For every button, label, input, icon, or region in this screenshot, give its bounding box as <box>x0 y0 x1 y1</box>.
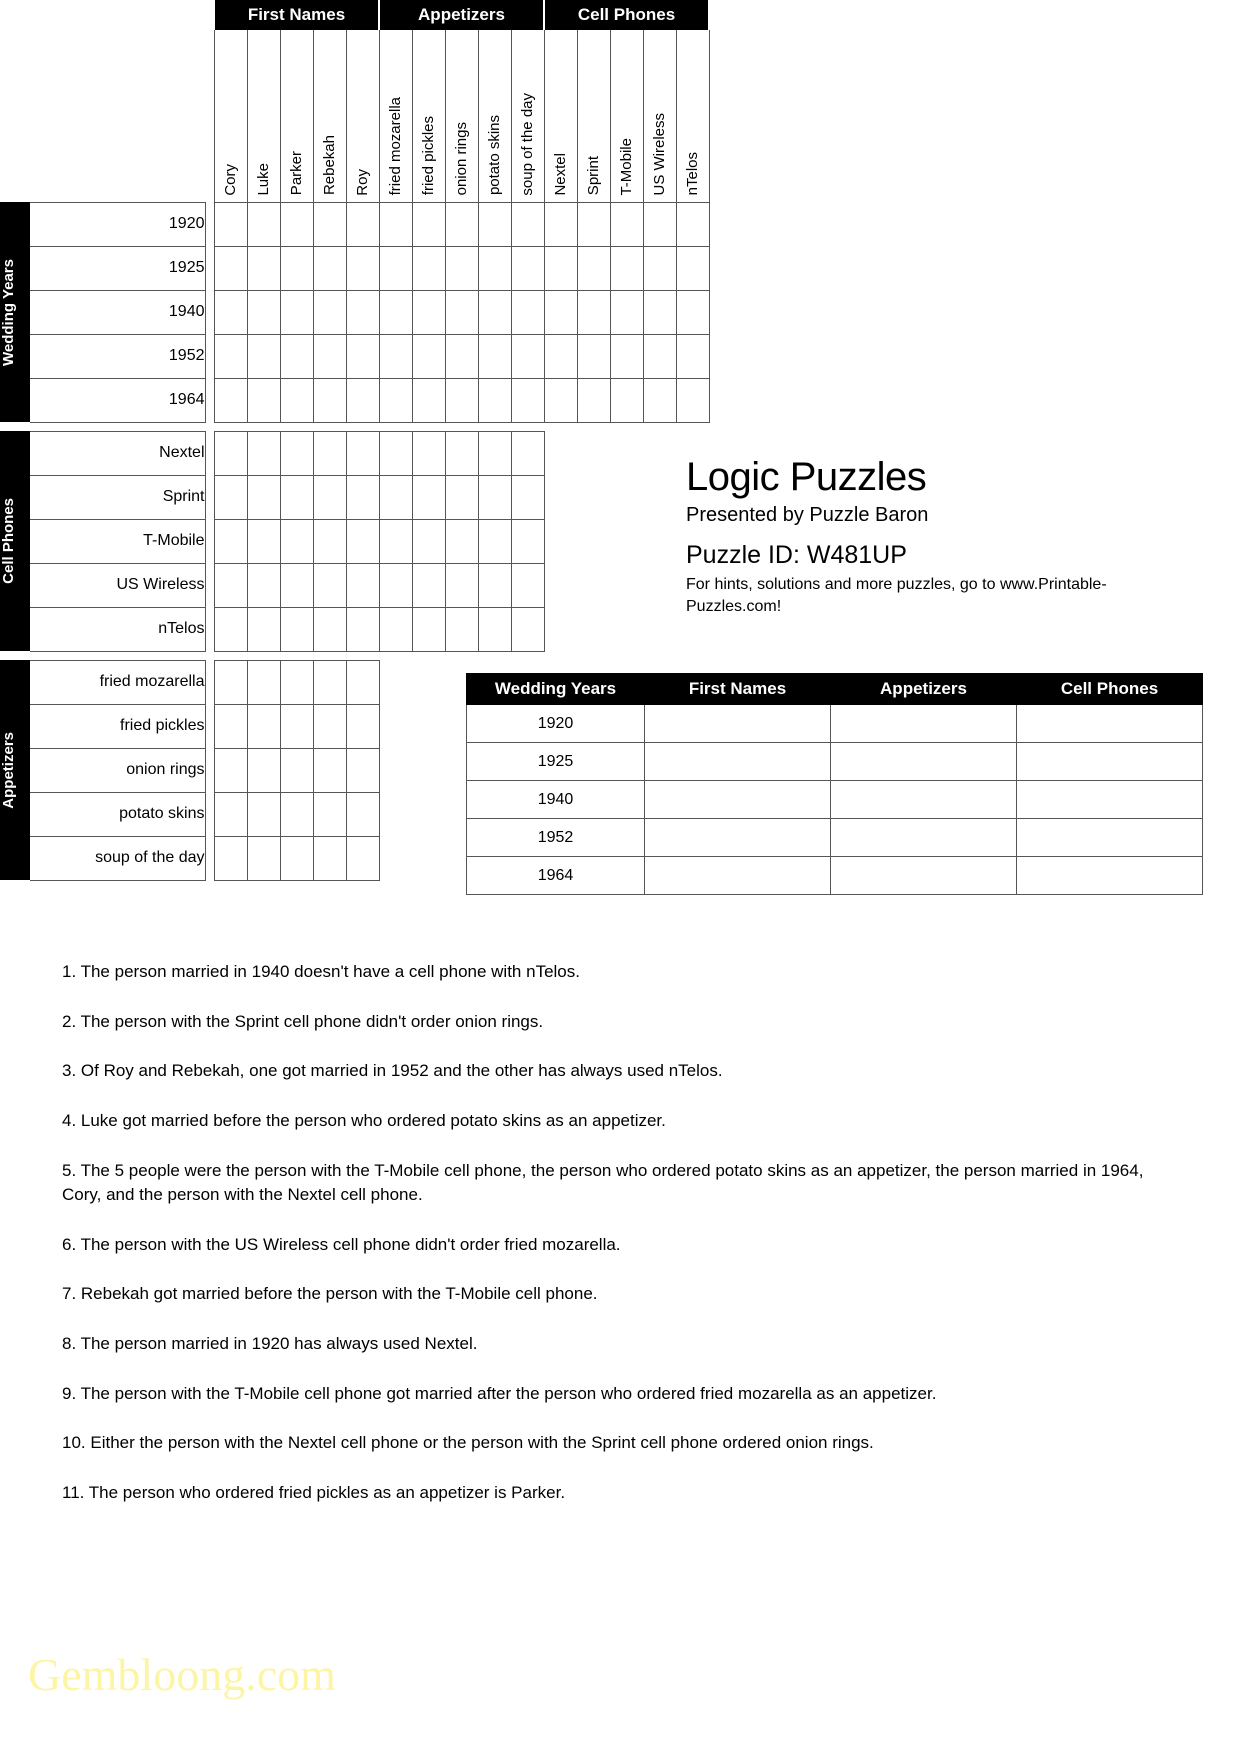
corner-blank <box>0 0 30 30</box>
grid-cell[interactable] <box>445 334 478 378</box>
puzzle-id: Puzzle ID: W481UP <box>686 541 907 569</box>
clue-item: 4. Luke got married before the person who ordered potato skins as an appetizer. <box>62 1110 666 1130</box>
grid-cell[interactable] <box>214 836 247 880</box>
grid-cell[interactable] <box>544 290 577 334</box>
answer-appetizer-field[interactable] <box>831 857 1017 895</box>
grid-cell[interactable] <box>478 607 511 651</box>
grid-cell[interactable] <box>478 378 511 422</box>
grid-cell[interactable] <box>247 792 280 836</box>
answer-phone-field[interactable] <box>1017 857 1203 895</box>
grid-row-1925 <box>0 246 709 290</box>
grid-cell[interactable] <box>511 519 544 563</box>
clue-item: 7. Rebekah got married before the person with the T-Mobile cell phone. <box>62 1284 598 1304</box>
hints-text: For hints, solutions and more puzzles, go to www.Printable-Puzzles.com! <box>686 576 1107 615</box>
grid-cell[interactable] <box>214 290 247 334</box>
grid-cell[interactable] <box>511 202 544 246</box>
answer-name-field[interactable] <box>645 743 831 781</box>
grid-cell[interactable] <box>445 378 478 422</box>
col-label-text: Roy <box>354 168 371 196</box>
col-label-text: nTelos <box>684 152 701 196</box>
grid-cell[interactable] <box>313 607 346 651</box>
grid-cell[interactable] <box>280 792 313 836</box>
grid-cell[interactable] <box>478 290 511 334</box>
side-category-text: Cell Phones <box>0 498 17 584</box>
spacer <box>205 431 214 651</box>
grid-cell[interactable] <box>346 519 379 563</box>
grid-category-header-row <box>0 0 709 30</box>
grid-cell[interactable] <box>313 519 346 563</box>
answer-year: 1964 <box>467 857 645 895</box>
grid-cell[interactable] <box>313 378 346 422</box>
grid-cell[interactable] <box>280 334 313 378</box>
grid-cell[interactable] <box>280 290 313 334</box>
answer-name-field[interactable] <box>645 819 831 857</box>
grid-cell[interactable] <box>379 334 412 378</box>
grid-cell[interactable] <box>412 246 445 290</box>
col-label-sprint <box>577 30 610 202</box>
grid-cell[interactable] <box>412 607 445 651</box>
grid-cell[interactable] <box>676 246 709 290</box>
grid-cell[interactable] <box>412 290 445 334</box>
grid-cell[interactable] <box>379 475 412 519</box>
clue-item: 6. The person with the US Wireless cell phone didn't order fried mozarella. <box>62 1234 621 1254</box>
col-label-soup-of-the-day <box>511 30 544 202</box>
grid-cell[interactable] <box>478 246 511 290</box>
grid-cell[interactable] <box>346 290 379 334</box>
grid-cell[interactable] <box>346 563 379 607</box>
col-label-rebekah <box>313 30 346 202</box>
grid-cell[interactable] <box>511 246 544 290</box>
grid-cell[interactable] <box>313 836 346 880</box>
grid-cell[interactable] <box>445 607 478 651</box>
grid-row-1964 <box>0 378 709 422</box>
grid-cell[interactable] <box>214 748 247 792</box>
title-block <box>686 455 1166 617</box>
presented-by: Presented by Puzzle Baron <box>686 504 929 526</box>
spacer <box>205 660 214 880</box>
grid-cell[interactable] <box>313 792 346 836</box>
grid-cell[interactable] <box>214 202 247 246</box>
grid-cell[interactable] <box>379 563 412 607</box>
grid-column-label-row <box>0 30 709 202</box>
col-label-text: Sprint <box>585 156 602 196</box>
grid-cell[interactable] <box>379 431 412 475</box>
answer-appetizer-field[interactable] <box>831 705 1017 743</box>
answer-appetizer-field[interactable] <box>831 743 1017 781</box>
grid-cell[interactable] <box>280 246 313 290</box>
grid-cell[interactable] <box>544 378 577 422</box>
grid-row-nextel <box>0 431 709 475</box>
grid-cell[interactable] <box>445 290 478 334</box>
col-label-text: Rebekah <box>321 135 338 196</box>
row-label-1920: 1920 <box>30 202 205 246</box>
grid-cell[interactable] <box>214 660 247 704</box>
corner-blank-2 <box>30 0 205 30</box>
grid-cell[interactable] <box>643 290 676 334</box>
grid-cell[interactable] <box>247 748 280 792</box>
grid-cell[interactable] <box>247 660 280 704</box>
grid-cell[interactable] <box>280 431 313 475</box>
grid-cell[interactable] <box>379 519 412 563</box>
answer-phone-field[interactable] <box>1017 743 1203 781</box>
grid-cell[interactable] <box>280 607 313 651</box>
col-label-potato-skins <box>478 30 511 202</box>
grid-cell[interactable] <box>313 704 346 748</box>
page-title: Logic Puzzles <box>686 455 927 499</box>
grid-cell[interactable] <box>412 431 445 475</box>
row-label-fried-pickles: fried pickles <box>30 704 205 748</box>
grid-cell[interactable] <box>577 290 610 334</box>
grid-cell[interactable] <box>544 334 577 378</box>
grid-cell[interactable] <box>577 334 610 378</box>
spacer <box>205 30 214 202</box>
col-label-text: fried pickles <box>420 116 437 196</box>
grid-cell[interactable] <box>247 334 280 378</box>
grid-cell[interactable] <box>478 202 511 246</box>
category-first-names: First Names <box>214 0 379 30</box>
answer-row <box>467 781 1203 819</box>
grid-cell[interactable] <box>379 378 412 422</box>
grid-cell[interactable] <box>280 563 313 607</box>
grid-cell[interactable] <box>379 607 412 651</box>
grid-block-spacer <box>0 422 709 431</box>
answer-header-wedding-years: Wedding Years <box>467 674 645 705</box>
row-label-sprint: Sprint <box>30 475 205 519</box>
clue-item: 8. The person married in 1920 has always used Nextel. <box>62 1334 478 1354</box>
col-label-t-mobile <box>610 30 643 202</box>
grid-cell[interactable] <box>676 202 709 246</box>
col-label-text: Nextel <box>552 152 569 196</box>
grid-row-1952 <box>0 334 709 378</box>
side-category-text: Appetizers <box>0 731 17 809</box>
grid-cell[interactable] <box>313 660 346 704</box>
answer-header-first-names: First Names <box>645 674 831 705</box>
grid-cell[interactable] <box>379 246 412 290</box>
col-label-text: potato skins <box>486 115 503 196</box>
grid-cell[interactable] <box>346 334 379 378</box>
grid-cell[interactable] <box>511 378 544 422</box>
grid-cell[interactable] <box>544 202 577 246</box>
side-category-cell-phones <box>0 431 30 651</box>
grid-cell[interactable] <box>511 431 544 475</box>
grid-cell[interactable] <box>577 378 610 422</box>
grid-cell[interactable] <box>412 378 445 422</box>
grid-block-spacer <box>0 651 709 660</box>
answer-appetizer-field[interactable] <box>831 819 1017 857</box>
answer-row <box>467 705 1203 743</box>
grid-cell[interactable] <box>478 431 511 475</box>
grid-cell[interactable] <box>610 202 643 246</box>
col-label-ntelos <box>676 30 709 202</box>
grid-cell[interactable] <box>313 334 346 378</box>
answer-phone-field[interactable] <box>1017 705 1203 743</box>
grid-cell[interactable] <box>313 246 346 290</box>
grid-cell[interactable] <box>214 792 247 836</box>
grid-cell[interactable] <box>280 519 313 563</box>
category-appetizers: Appetizers <box>379 0 544 30</box>
row-label-soup-of-the-day: soup of the day <box>30 836 205 880</box>
grid-cell[interactable] <box>214 475 247 519</box>
clue-list <box>62 960 1172 1531</box>
grid-cell[interactable] <box>346 660 379 704</box>
grid-cell[interactable] <box>379 202 412 246</box>
clue-item: 11. The person who ordered fried pickles as an appetizer is Parker. <box>62 1483 566 1503</box>
grid-cell[interactable] <box>247 290 280 334</box>
col-label-nextel <box>544 30 577 202</box>
grid-cell[interactable] <box>610 378 643 422</box>
grid-cell[interactable] <box>478 475 511 519</box>
row-label-ntelos: nTelos <box>30 607 205 651</box>
grid-cell[interactable] <box>346 431 379 475</box>
col-label-roy <box>346 30 379 202</box>
grid-cell[interactable] <box>280 836 313 880</box>
answer-year: 1952 <box>467 819 645 857</box>
col-label-text: T-Mobile <box>618 137 635 196</box>
grid-cell[interactable] <box>346 246 379 290</box>
grid-cell[interactable] <box>280 475 313 519</box>
grid-cell[interactable] <box>247 378 280 422</box>
grid-cell[interactable] <box>280 202 313 246</box>
answer-appetizer-field[interactable] <box>831 781 1017 819</box>
answer-header-cell-phones: Cell Phones <box>1017 674 1203 705</box>
answer-table <box>466 673 1203 895</box>
spacer <box>205 0 214 30</box>
grid-cell[interactable] <box>346 704 379 748</box>
grid-cell[interactable] <box>445 475 478 519</box>
grid-cell[interactable] <box>280 748 313 792</box>
col-label-parker <box>280 30 313 202</box>
row-label-potato-skins: potato skins <box>30 792 205 836</box>
grid-cell[interactable] <box>214 246 247 290</box>
grid-cell[interactable] <box>445 431 478 475</box>
clue-item: 3. Of Roy and Rebekah, one got married in 1952 and the other has always used nTelos. <box>62 1061 723 1081</box>
side-category-wedding-years <box>0 202 30 422</box>
clue-item: 2. The person with the Sprint cell phone didn't order onion rings. <box>62 1011 544 1031</box>
grid-cell[interactable] <box>445 246 478 290</box>
grid-cell[interactable] <box>445 563 478 607</box>
grid-cell[interactable] <box>346 202 379 246</box>
grid-cell[interactable] <box>412 202 445 246</box>
grid-row-1940 <box>0 290 709 334</box>
grid-cell[interactable] <box>247 202 280 246</box>
grid-cell[interactable] <box>346 836 379 880</box>
col-label-onion-rings <box>445 30 478 202</box>
grid-cell[interactable] <box>676 334 709 378</box>
grid-cell[interactable] <box>643 334 676 378</box>
grid-cell[interactable] <box>610 290 643 334</box>
grid-cell[interactable] <box>478 519 511 563</box>
grid-cell[interactable] <box>313 202 346 246</box>
col-label-text: Parker <box>288 151 305 196</box>
answer-row <box>467 857 1203 895</box>
row-label-nextel: Nextel <box>30 431 205 475</box>
grid-cell[interactable] <box>610 246 643 290</box>
grid-cell[interactable] <box>346 607 379 651</box>
row-label-1952: 1952 <box>30 334 205 378</box>
grid-cell[interactable] <box>511 607 544 651</box>
grid-cell[interactable] <box>643 378 676 422</box>
row-label-1940: 1940 <box>30 290 205 334</box>
grid-cell[interactable] <box>214 378 247 422</box>
grid-cell[interactable] <box>214 563 247 607</box>
col-label-text: soup of the day <box>519 92 536 196</box>
grid-cell[interactable] <box>247 704 280 748</box>
clue-item: 1. The person married in 1940 doesn't have a cell phone with nTelos. <box>62 962 580 981</box>
grid-cell[interactable] <box>445 519 478 563</box>
answer-name-field[interactable] <box>645 705 831 743</box>
col-label-fried-pickles <box>412 30 445 202</box>
grid-cell[interactable] <box>280 660 313 704</box>
answer-phone-field[interactable] <box>1017 819 1203 857</box>
answer-row <box>467 819 1203 857</box>
grid-cell[interactable] <box>610 334 643 378</box>
clue-item: 9. The person with the T-Mobile cell phone got married after the person who ordered fried mozarella as an appetizer. <box>62 1383 937 1403</box>
grid-row-1920 <box>0 202 709 246</box>
spacer <box>30 30 205 202</box>
grid-cell[interactable] <box>313 431 346 475</box>
answer-header-appetizers: Appetizers <box>831 674 1017 705</box>
answer-year: 1940 <box>467 781 645 819</box>
grid-cell[interactable] <box>577 202 610 246</box>
spacer <box>0 30 30 202</box>
row-label-1925: 1925 <box>30 246 205 290</box>
row-label-fried-mozarella: fried mozarella <box>30 660 205 704</box>
grid-cell[interactable] <box>511 334 544 378</box>
grid-cell[interactable] <box>247 246 280 290</box>
grid-cell[interactable] <box>247 563 280 607</box>
grid-cell[interactable] <box>544 246 577 290</box>
grid-cell[interactable] <box>313 475 346 519</box>
answer-header-row <box>467 674 1203 705</box>
grid-cell[interactable] <box>214 334 247 378</box>
category-cell-phones: Cell Phones <box>544 0 709 30</box>
grid-cell[interactable] <box>676 290 709 334</box>
side-category-text: Wedding Years <box>0 258 17 366</box>
grid-cell[interactable] <box>643 202 676 246</box>
grid-cell[interactable] <box>313 563 346 607</box>
clue-item: 5. The 5 people were the person with the T-Mobile cell phone, the person who ordered potato skins as an appetizer, the person married in 1964, Cory, and the person with the Nextel cell phone. <box>62 1160 1144 1205</box>
grid-void-area <box>544 431 709 651</box>
grid-cell[interactable] <box>214 607 247 651</box>
grid-cell[interactable] <box>214 519 247 563</box>
grid-cell[interactable] <box>280 704 313 748</box>
col-label-text: US Wireless <box>651 112 668 196</box>
grid-cell[interactable] <box>412 519 445 563</box>
row-label-t-mobile: T-Mobile <box>30 519 205 563</box>
spacer <box>205 202 214 422</box>
col-label-us-wireless <box>643 30 676 202</box>
col-label-fried-mozarella <box>379 30 412 202</box>
grid-cell[interactable] <box>214 431 247 475</box>
grid-cell[interactable] <box>412 475 445 519</box>
grid-cell[interactable] <box>478 334 511 378</box>
row-label-onion-rings: onion rings <box>30 748 205 792</box>
grid-cell[interactable] <box>676 378 709 422</box>
grid-cell[interactable] <box>346 792 379 836</box>
grid-cell[interactable] <box>313 290 346 334</box>
answer-year: 1920 <box>467 705 645 743</box>
grid-cell[interactable] <box>412 334 445 378</box>
grid-cell[interactable] <box>643 246 676 290</box>
row-label-1964: 1964 <box>30 378 205 422</box>
grid-cell[interactable] <box>247 607 280 651</box>
grid-cell[interactable] <box>247 519 280 563</box>
grid-cell[interactable] <box>247 431 280 475</box>
grid-cell[interactable] <box>346 748 379 792</box>
grid-cell[interactable] <box>511 290 544 334</box>
grid-cell[interactable] <box>313 748 346 792</box>
answer-name-field[interactable] <box>645 857 831 895</box>
row-label-us-wireless: US Wireless <box>30 563 205 607</box>
col-label-text: Luke <box>255 162 272 196</box>
answer-row <box>467 743 1203 781</box>
col-label-text: Cory <box>222 163 239 196</box>
clue-item: 10. Either the person with the Nextel cell phone or the person with the Sprint cell phone ordered onion rings. <box>62 1433 874 1453</box>
grid-cell[interactable] <box>214 704 247 748</box>
col-label-text: fried mozarella <box>387 97 404 196</box>
side-category-appetizers <box>0 660 30 880</box>
grid-cell[interactable] <box>247 836 280 880</box>
col-label-luke <box>247 30 280 202</box>
answer-phone-field[interactable] <box>1017 781 1203 819</box>
answer-year: 1925 <box>467 743 645 781</box>
grid-cell[interactable] <box>379 290 412 334</box>
grid-cell[interactable] <box>511 475 544 519</box>
grid-cell[interactable] <box>247 475 280 519</box>
grid-cell[interactable] <box>346 475 379 519</box>
grid-cell[interactable] <box>412 563 445 607</box>
grid-cell[interactable] <box>478 563 511 607</box>
grid-cell[interactable] <box>346 378 379 422</box>
watermark: Gembloong.com <box>28 1649 336 1700</box>
grid-cell[interactable] <box>511 563 544 607</box>
col-label-text: onion rings <box>453 122 470 196</box>
grid-cell[interactable] <box>577 246 610 290</box>
grid-cell[interactable] <box>445 202 478 246</box>
grid-cell[interactable] <box>280 378 313 422</box>
answer-name-field[interactable] <box>645 781 831 819</box>
col-label-cory <box>214 30 247 202</box>
